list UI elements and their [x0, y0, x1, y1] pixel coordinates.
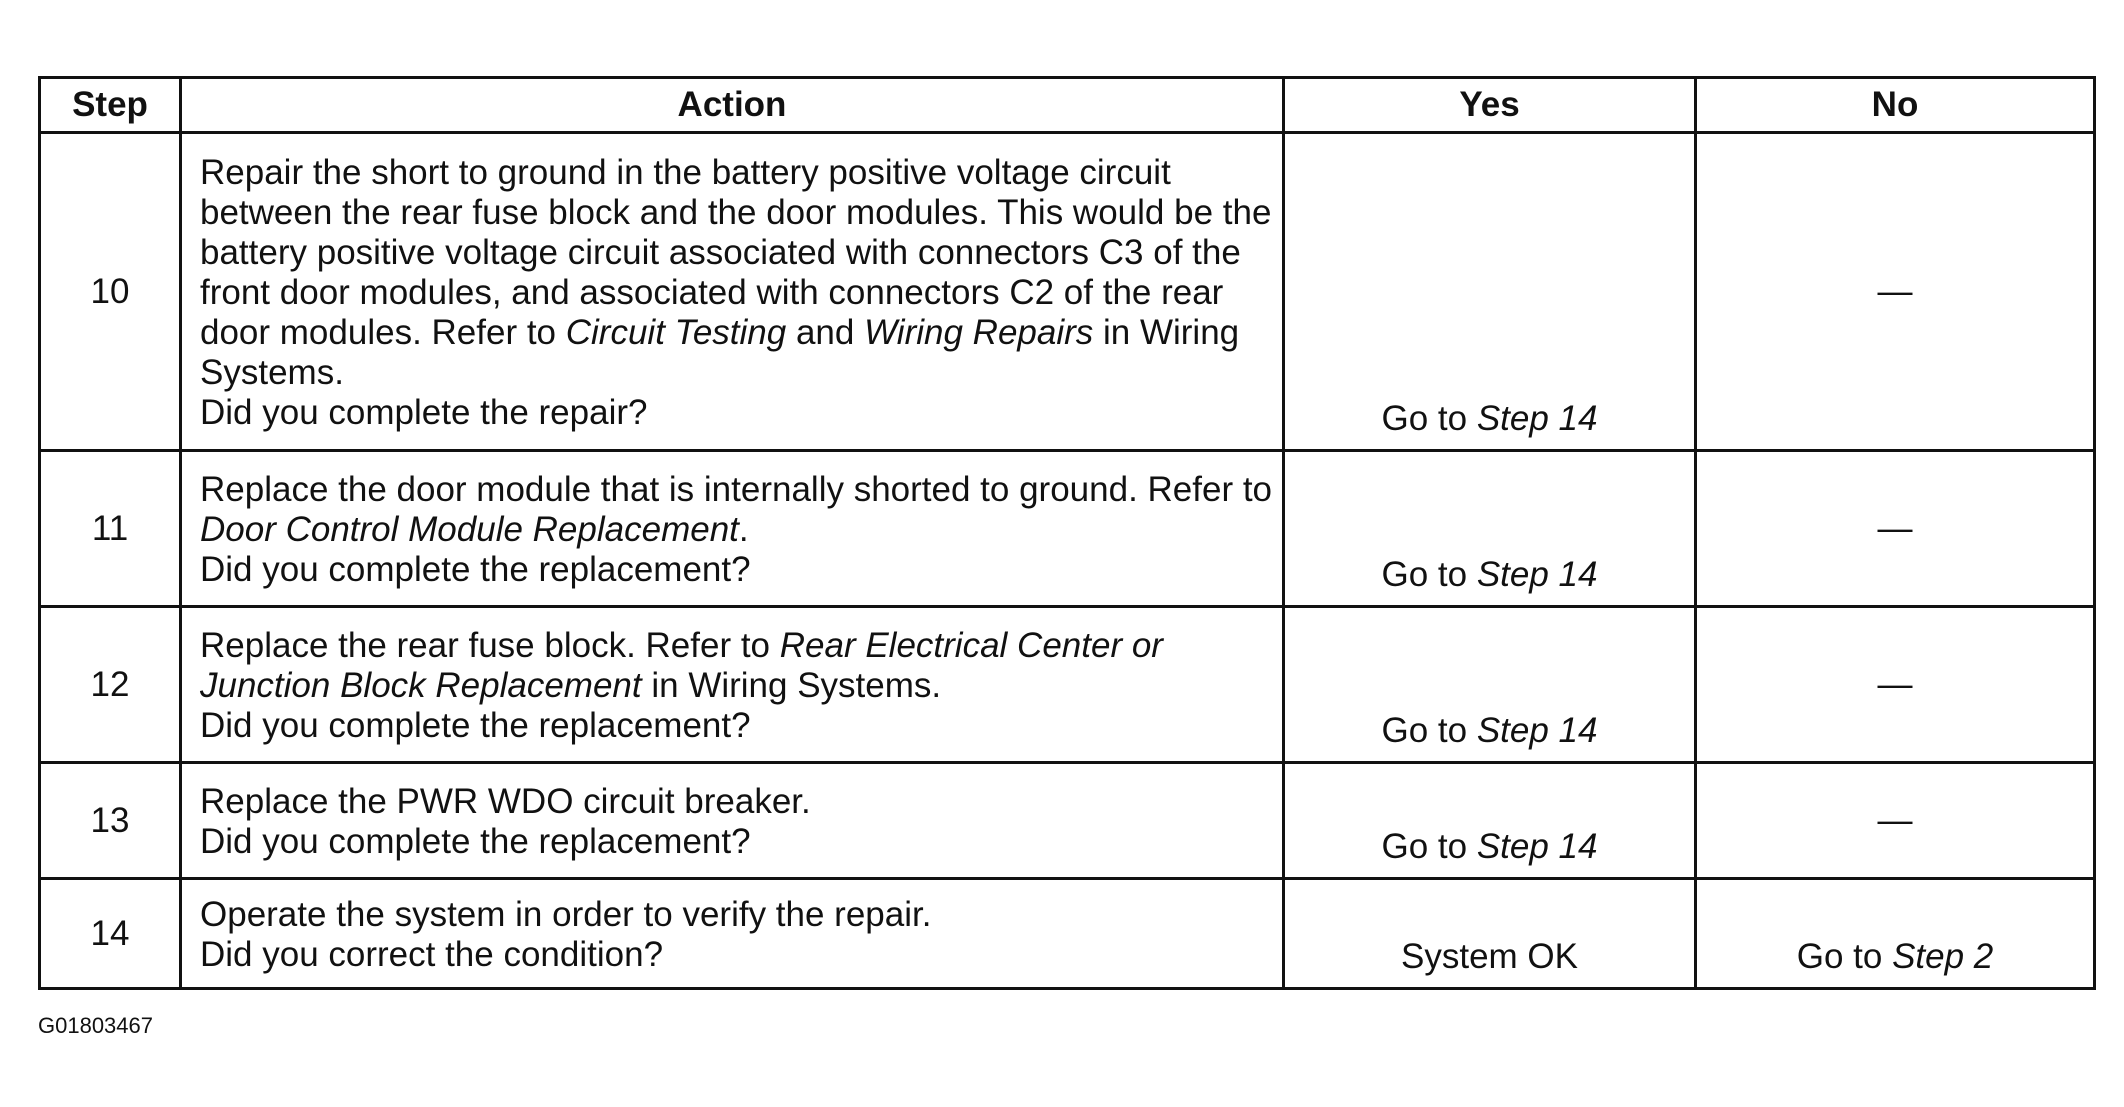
no-cell	[1696, 451, 2095, 607]
step-number: 12	[40, 607, 181, 763]
yes-result: Go to Step 14	[1381, 711, 1598, 750]
reference-rear-electrical-center: Rear Electrical Center or Junction Block Replacement	[200, 625, 1163, 705]
header-action: Action	[181, 78, 1284, 133]
no-result: —	[1877, 508, 1913, 548]
action-cell	[181, 763, 1284, 879]
action-instruction: Replace the door module that is internally shorted to ground. Refer to Door Control Module Replacement.	[200, 469, 1273, 549]
diagnostic-table-container	[38, 76, 2093, 990]
action-question: Did you correct the condition?	[200, 934, 664, 974]
action-question: Did you complete the replacement?	[200, 705, 751, 745]
action-cell	[181, 133, 1284, 451]
no-cell	[1696, 763, 2095, 879]
reference-wiring-repairs: Wiring Repairs	[864, 312, 1094, 352]
yes-cell	[1284, 451, 1696, 607]
step-number: 11	[40, 451, 181, 607]
yes-cell	[1284, 607, 1696, 763]
step-number: 10	[40, 133, 181, 451]
reference-circuit-testing: Circuit Testing	[565, 312, 787, 352]
yes-result: Go to Step 14	[1381, 399, 1598, 438]
no-result: Go to Step 2	[1796, 937, 1994, 976]
yes-result: Go to Step 14	[1381, 555, 1598, 594]
action-cell	[181, 879, 1284, 989]
diagnostic-table	[38, 76, 2096, 990]
yes-cell	[1284, 879, 1696, 989]
reference-door-control-module: Door Control Module Replacement	[200, 509, 739, 549]
step-number: 13	[40, 763, 181, 879]
yes-result: Go to Step 14	[1381, 827, 1598, 866]
no-result: —	[1877, 271, 1913, 311]
action-instruction: Replace the PWR WDO circuit breaker.	[200, 781, 811, 821]
no-cell	[1696, 607, 2095, 763]
action-instruction: Operate the system in order to verify the repair.	[200, 894, 932, 934]
action-question: Did you complete the repair?	[200, 392, 648, 432]
table-row	[40, 763, 2095, 879]
no-cell	[1696, 879, 2095, 989]
header-no: No	[1696, 78, 2095, 133]
action-cell	[181, 451, 1284, 607]
action-question: Did you complete the replacement?	[200, 549, 751, 589]
action-instruction: Repair the short to ground in the battery positive voltage circuit between the rear fuse block and the door modules. This would be the battery positive voltage circuit associated with connectors C3 of the front door modules, and associated with connectors C2 of the rear door modules. Refer to Circuit Testing and Wiring Repairs in Wiring Systems.	[200, 152, 1272, 392]
no-cell	[1696, 133, 2095, 451]
figure-id: G01803467	[38, 1013, 153, 1038]
step-number: 14	[40, 879, 181, 989]
table-row	[40, 451, 2095, 607]
header-yes: Yes	[1284, 78, 1696, 133]
header-step: Step	[40, 78, 181, 133]
no-result: —	[1877, 800, 1913, 840]
yes-result: System OK	[1401, 937, 1578, 976]
action-cell	[181, 607, 1284, 763]
table-header-row	[40, 78, 2095, 133]
no-result: —	[1877, 664, 1913, 704]
table-row	[40, 133, 2095, 451]
table-row	[40, 607, 2095, 763]
yes-cell	[1284, 763, 1696, 879]
action-question: Did you complete the replacement?	[200, 821, 751, 861]
table-row	[40, 879, 2095, 989]
yes-cell	[1284, 133, 1696, 451]
action-instruction: Replace the rear fuse block. Refer to Rear Electrical Center or Junction Block Replacement in Wiring Systems.	[200, 625, 1163, 705]
